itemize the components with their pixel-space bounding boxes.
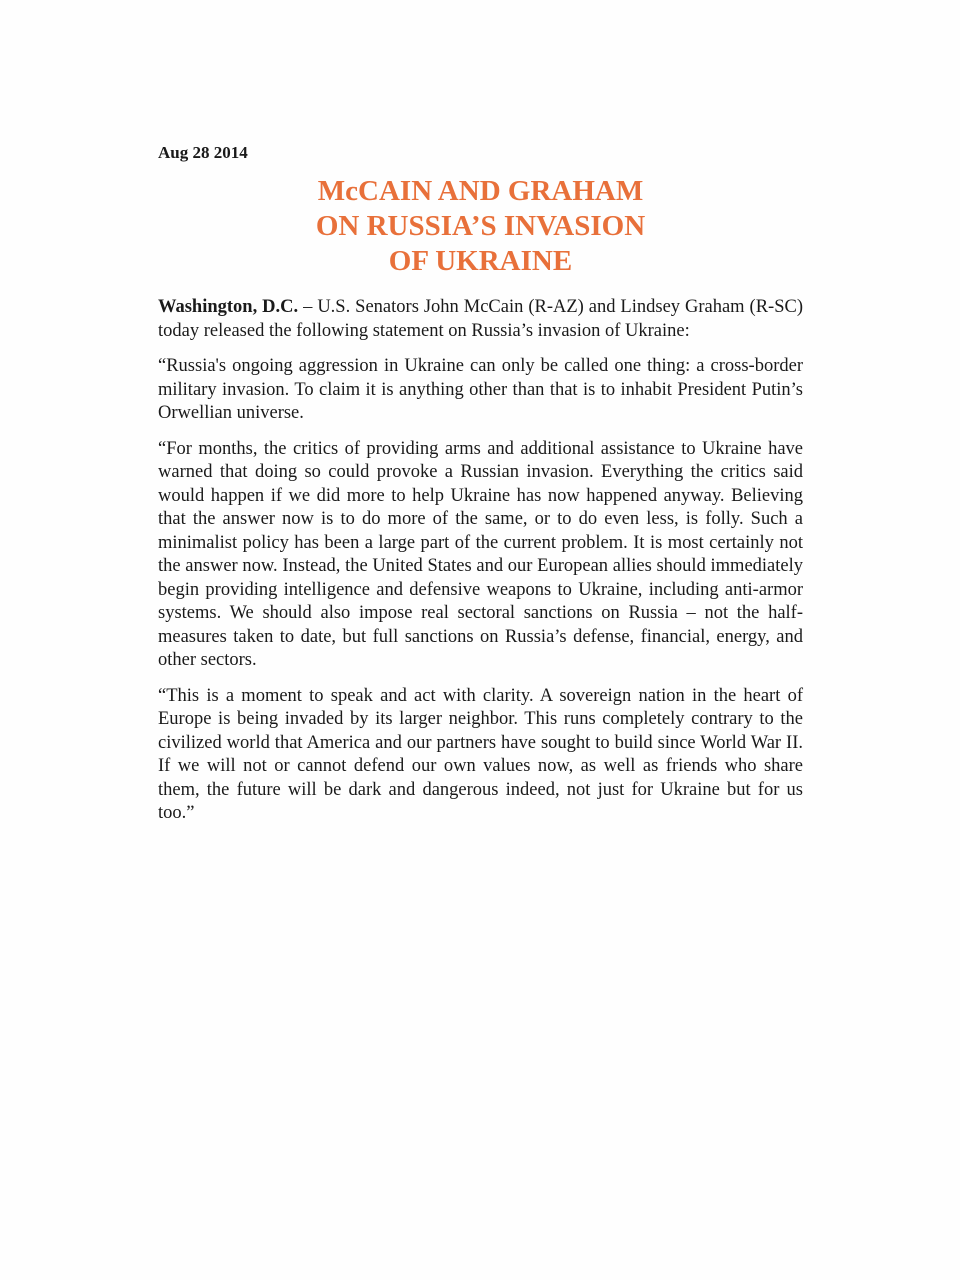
statement-paragraph-3: “This is a moment to speak and act with clarity. A sovereign nation in the heart of Europe is being invaded by its larger neighbor. This runs completely contrary to the civilized world that America and our partners have sought to build since World War II. If we will not or cannot defend our own values now, as well as friends who share them, the future will be dark and dangerous indeed, not just for Ukraine but for us too.” (158, 685, 803, 823)
statement-body (158, 296, 803, 838)
page-title (158, 174, 803, 279)
statement-paragraph-2: “For months, the critics of providing arms and additional assistance to Ukraine have warned that doing so could provoke a Russian invasion. Everything the critics said would happen if we did more to help Ukraine has now happened anyway. Believing that the answer now is to do more of the same, or to do even less, is folly. Such a minimalist policy has been a large part of the current problem. It is most certainly not the answer now. Instead, the United States and our European allies should immediately begin providing intelligence and defensive weapons to Ukraine, including anti-armor systems. We should also impose real sectoral sanctions on Russia – not the half-measures taken to date, but full sanctions on Russia’s defense, financial, energy, and other sectors. (158, 438, 803, 670)
title-line-2: ON RUSSIA’S INVASION (315, 210, 646, 242)
dateline: Washington, D.C. (158, 297, 299, 317)
intro-paragraph (158, 296, 803, 343)
intro-text: – U.S. Senators John McCain (R-AZ) and Lindsey Graham (R-SC) today released the following statement on Russia’s invasion of Ukraine: (158, 297, 803, 341)
title-line-3: OF UKRAINE (388, 245, 573, 277)
release-date: Aug 28 2014 (158, 143, 248, 162)
statement-paragraph-1: “Russia's ongoing aggression in Ukraine can only be called one thing: a cross-border military invasion. To claim it is anything other than that is to inhabit President Putin’s Orwellian universe. (158, 356, 803, 423)
title-line-1: McCAIN AND GRAHAM (317, 175, 644, 207)
